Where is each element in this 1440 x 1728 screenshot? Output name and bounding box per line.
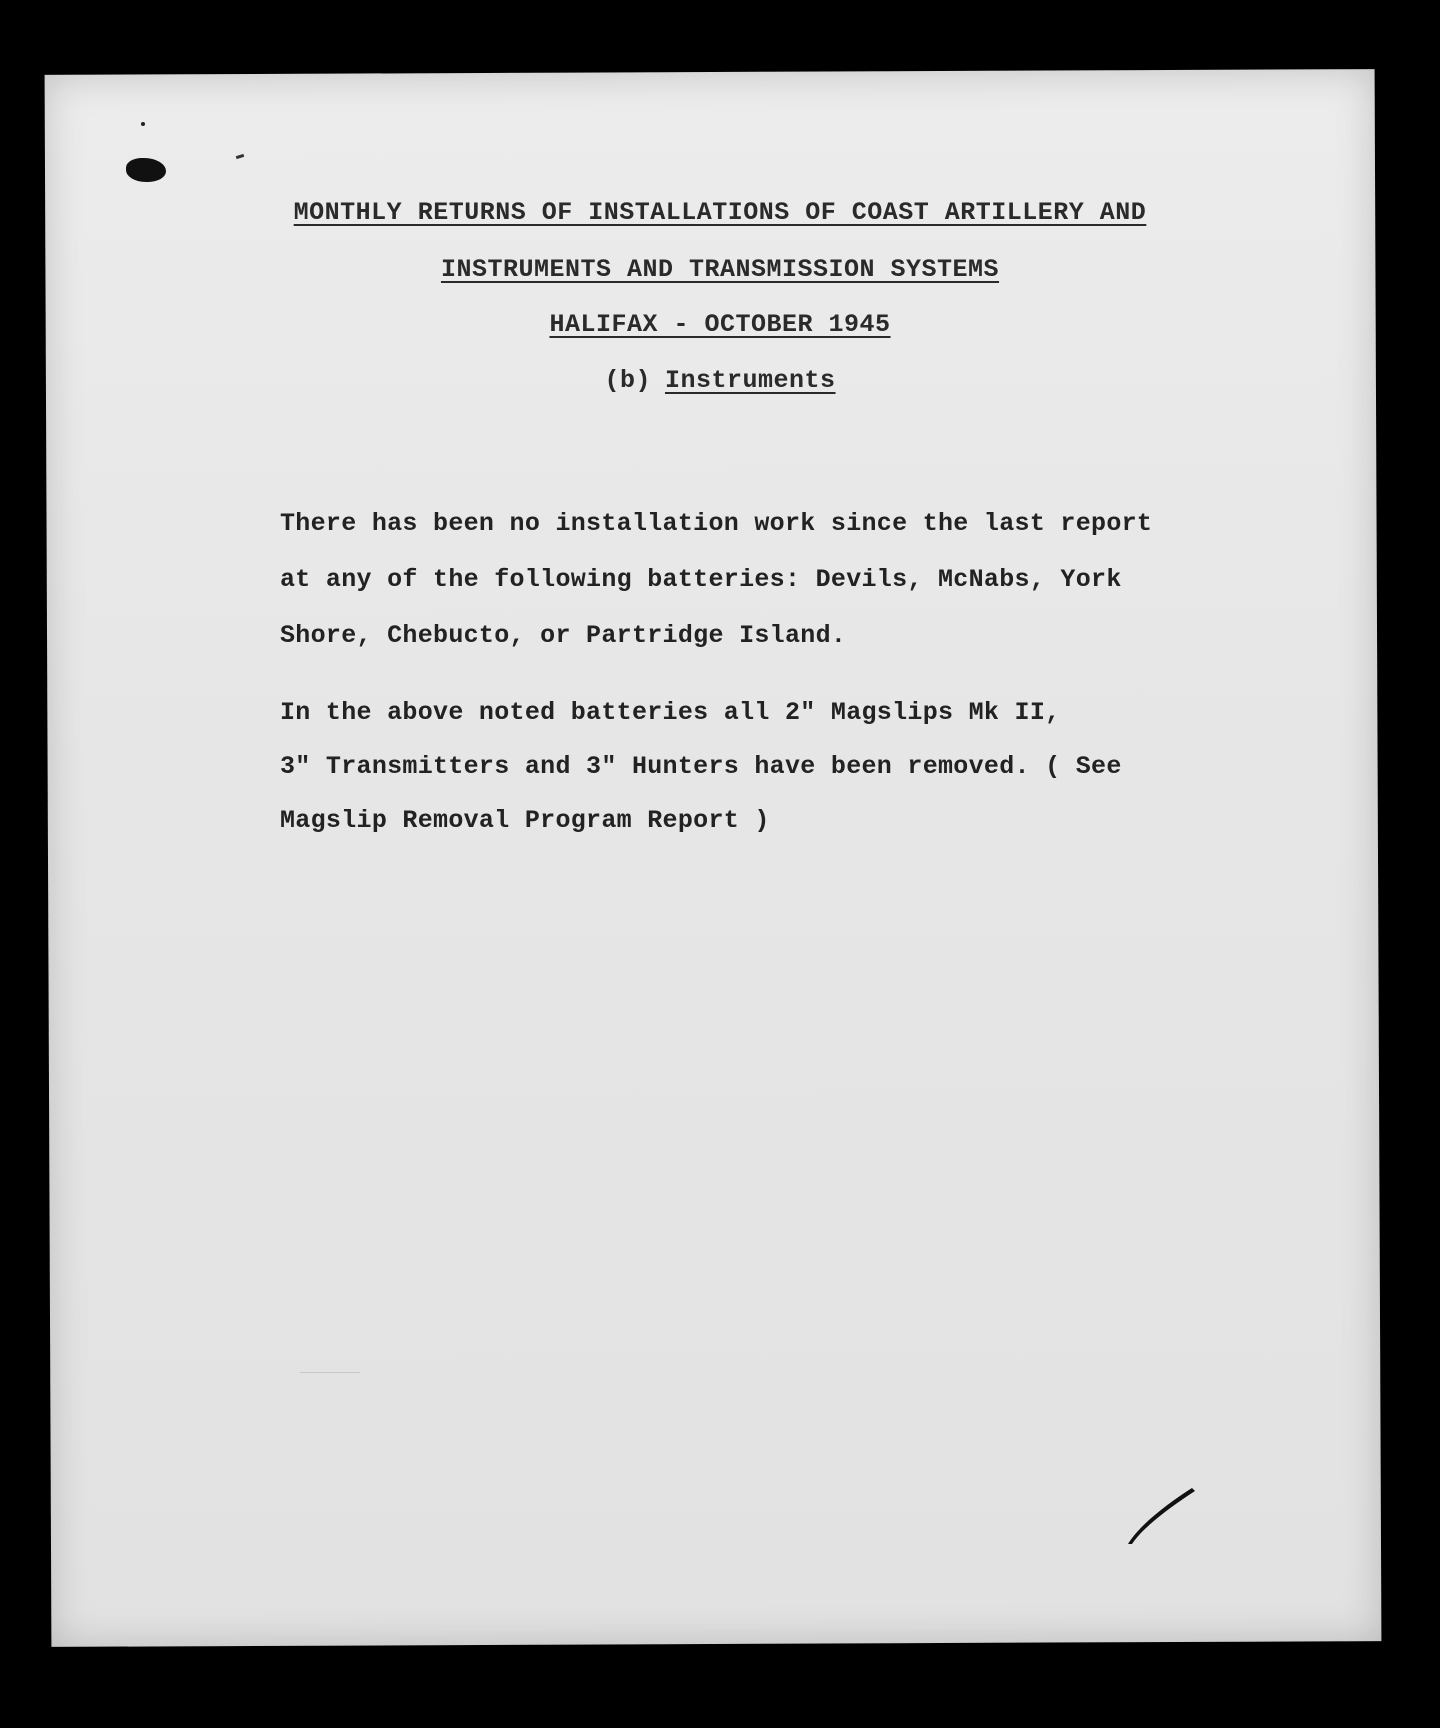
pen-tick-mark bbox=[1120, 1480, 1230, 1550]
section-prefix: (b) bbox=[604, 366, 651, 395]
title-line-2 bbox=[0, 255, 1440, 284]
paragraph-2 bbox=[280, 686, 1240, 848]
paragraph-1-line: There has been no installation work since the last report bbox=[280, 509, 1153, 538]
title-line-1 bbox=[0, 198, 1440, 227]
faint-mark bbox=[300, 1372, 360, 1373]
ink-speck bbox=[141, 122, 145, 126]
paragraph-1-line: at any of the following batteries: Devils, McNabs, York bbox=[280, 565, 1122, 594]
title-line-3-text: HALIFAX - OCTOBER 1945 bbox=[549, 310, 891, 339]
document-page bbox=[45, 69, 1382, 1647]
title-line-1-text: MONTHLY RETURNS OF INSTALLATIONS OF COAST ARTILLERY AND bbox=[293, 198, 1147, 227]
paragraph-1-line: Shore, Chebucto, or Partridge Island. bbox=[280, 621, 847, 650]
title-line-2-text: INSTRUMENTS AND TRANSMISSION SYSTEMS bbox=[440, 255, 1000, 284]
paragraph-2-line: 3" Transmitters and 3" Hunters have been removed. ( See bbox=[280, 752, 1122, 781]
section-title: Instruments bbox=[664, 366, 836, 395]
paragraph-2-line: In the above noted batteries all 2" Magslips Mk II, bbox=[280, 698, 1061, 727]
paragraph-1 bbox=[280, 496, 1240, 664]
section-heading bbox=[0, 366, 1440, 395]
paragraph-2-line: Magslip Removal Program Report ) bbox=[280, 806, 770, 835]
title-line-3 bbox=[0, 310, 1440, 339]
ink-blot-mark bbox=[126, 158, 166, 182]
